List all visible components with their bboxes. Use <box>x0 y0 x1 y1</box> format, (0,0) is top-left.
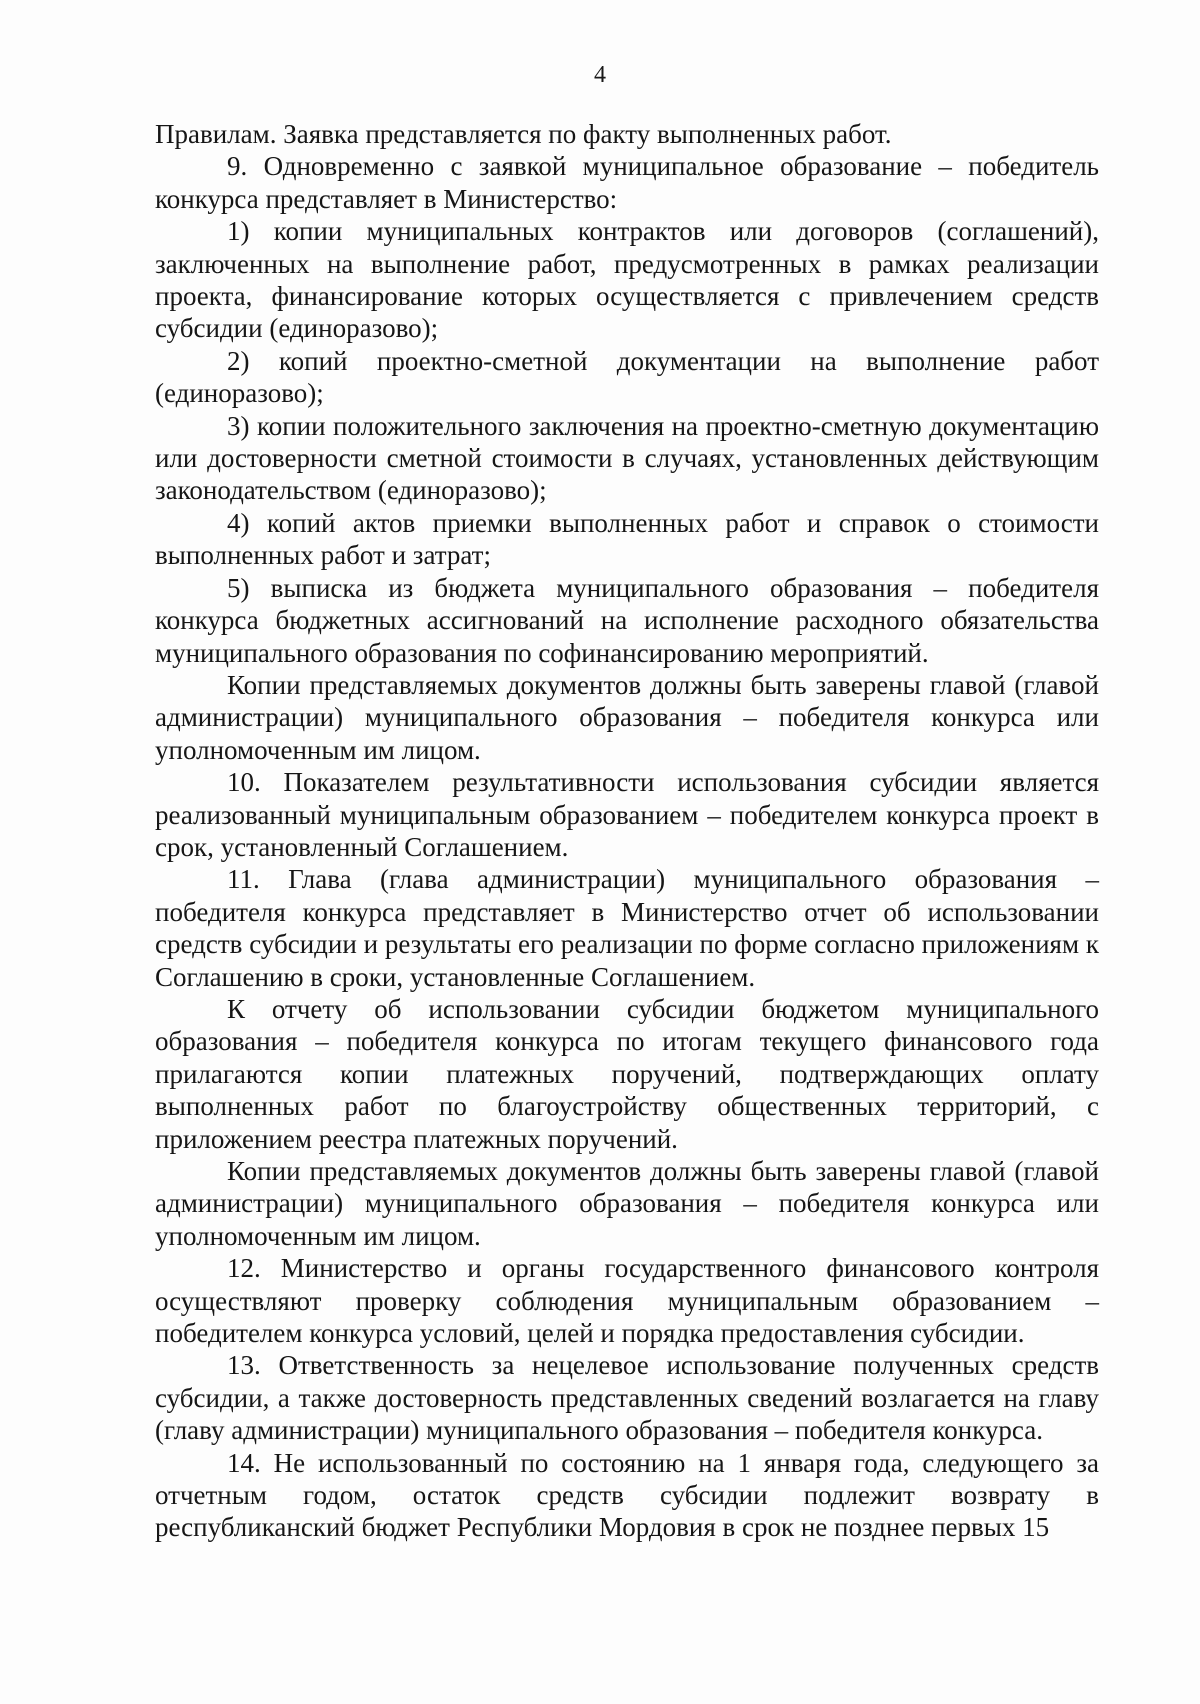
paragraph: 11. Глава (глава администрации) муниципального образования – победителя конкурса представляет в Министерство отчет об использовании средств субсидии и результаты его реализации по форме согласно приложениям к Соглашению в сроки, установленные Соглашением. <box>155 864 1099 992</box>
paragraph: К отчету об использовании субсидии бюджетом муниципального образования – победителя конкурса по итогам текущего финансового года прилагаются копии платежных поручений, подтверждающих оплату выполненных работ по благоустройству общественных территорий, с приложением реестра платежных поручений. <box>155 993 1099 1154</box>
paragraph: Правилам. Заявка представляется по факту выполненных работ. <box>155 119 892 149</box>
document-body <box>155 118 1099 1544</box>
paragraph: 3) копии положительного заключения на проектно-сметную документацию или достоверности сметной стоимости в случаях, установленных действующим законодательством (единоразово); <box>155 410 1099 506</box>
page-number: 4 <box>594 62 606 88</box>
paragraph: 14. Не использованный по состоянию на 1 января года, следующего за отчетным годом, остаток средств субсидии подлежит возврату в республиканский бюджет Республики Мордовия в срок не позднее первых 15 <box>155 1447 1099 1543</box>
paragraph: 12. Министерство и органы государственного финансового контроля осуществляют проверку соблюдения муниципальным образованием – победителем конкурса условий, целей и порядка предоставления субсидии. <box>155 1253 1099 1349</box>
paragraph: Копии представляемых документов должны быть заверены главой (главой администрации) муниципального образования – победителя конкурса или уполномоченным им лицом. <box>155 1156 1099 1251</box>
paragraph: 13. Ответственность за нецелевое использование полученных средств субсидии, а также достоверность представленных сведений возлагается на главу (главу администрации) муниципального образования – победителя конкурса. <box>155 1350 1099 1446</box>
paragraph: 2) копий проектно-сметной документации на выполнение работ (единоразово); <box>155 345 1099 409</box>
paragraph: 4) копий актов приемки выполненных работ и справок о стоимости выполненных работ и затрат; <box>155 507 1099 571</box>
paragraph: 9. Одновременно с заявкой муниципальное образование – победитель конкурса представляет в Министерство: <box>155 151 1099 214</box>
paragraph: Копии представляемых документов должны быть заверены главой (главой администрации) муниципального образования – победителя конкурса или уполномоченным им лицом. <box>155 669 1099 765</box>
paragraph: 10. Показателем результативности использования субсидии является реализованный муниципальным образованием – победителем конкурса проект в срок, установленный Соглашением. <box>155 767 1099 862</box>
paragraph: 5) выписка из бюджета муниципального образования – победителя конкурса бюджетных ассигнований на исполнение расходного обязательства муниципального образования по софинансированию мероприятий. <box>155 572 1099 668</box>
paragraph: 1) копии муниципальных контрактов или договоров (соглашений), заключенных на выполнение работ, предусмотренных в рамках реализации проекта, финансирование которых осуществляется с привлечением средств субсидии (единоразово); <box>155 216 1099 344</box>
